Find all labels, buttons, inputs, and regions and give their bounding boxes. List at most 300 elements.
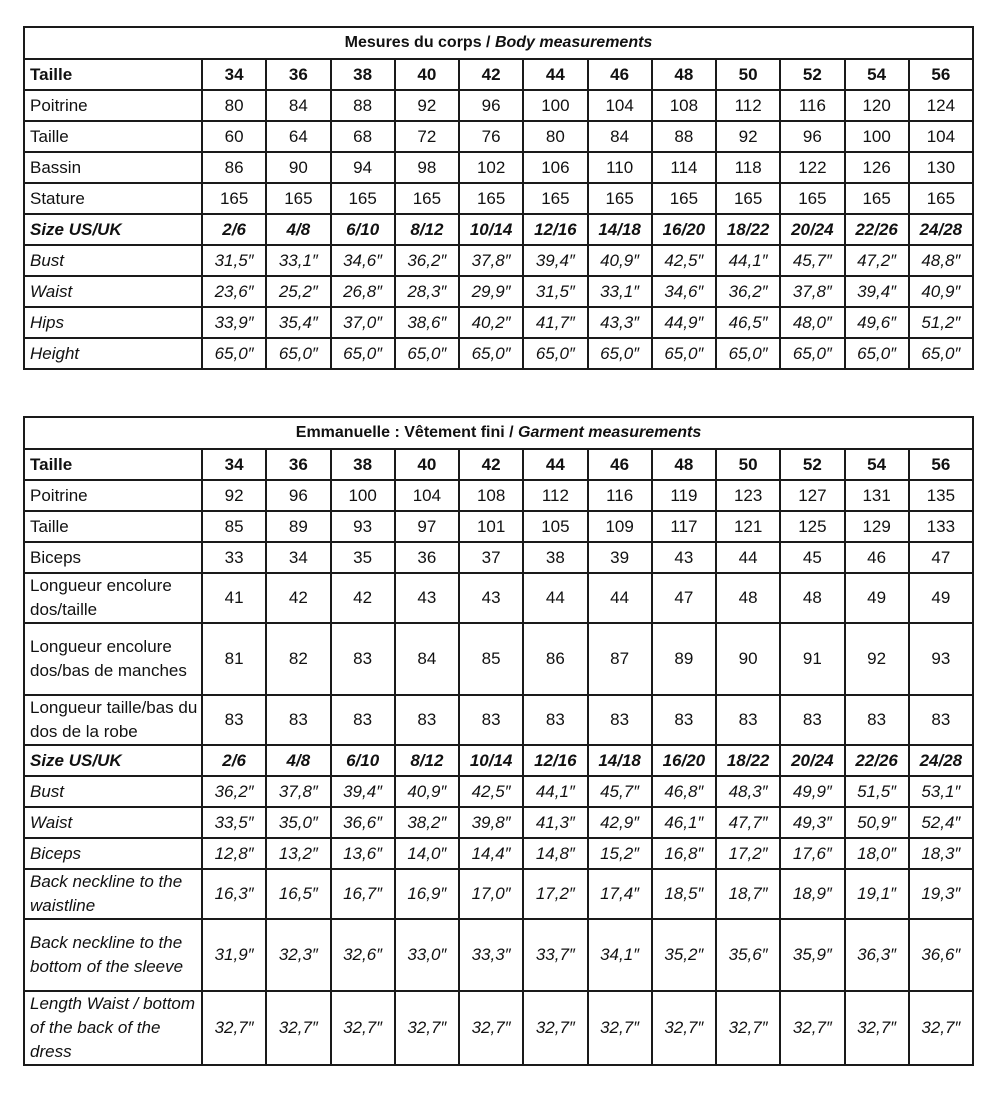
size-header-cell: 18/22: [716, 745, 780, 776]
table-cell: 41,7″: [523, 307, 587, 338]
table-row: [24, 480, 973, 511]
row-label: Poitrine: [24, 480, 202, 511]
table-cell: 34,6″: [652, 276, 716, 307]
size-header-cell: 2/6: [202, 745, 266, 776]
table-cell: 34: [266, 542, 330, 573]
table-cell: 87: [588, 623, 652, 695]
table-cell: 16,3″: [202, 869, 266, 919]
size-header-cell: 6/10: [331, 745, 395, 776]
table-cell: 83: [588, 695, 652, 745]
table-cell: 40,9″: [909, 276, 973, 307]
row-label: Stature: [24, 183, 202, 214]
size-header-cell: 6/10: [331, 214, 395, 245]
table-cell: 65,0″: [266, 338, 330, 369]
row-label: Length Waist / bottom of the back of the dress: [24, 991, 202, 1065]
table-cell: 33,9″: [202, 307, 266, 338]
table-cell: 19,1″: [845, 869, 909, 919]
table-cell: 68: [331, 121, 395, 152]
table-cell: 117: [652, 511, 716, 542]
size-header-cell: 52: [780, 59, 844, 90]
table-cell: 42: [266, 573, 330, 623]
table-cell: 44,9″: [652, 307, 716, 338]
table-cell: 35,4″: [266, 307, 330, 338]
table-cell: 65,0″: [331, 338, 395, 369]
size-header-cell: 42: [459, 59, 523, 90]
table-cell: 25,2″: [266, 276, 330, 307]
table-cell: 104: [395, 480, 459, 511]
table-cell: 84: [395, 623, 459, 695]
table-cell: 83: [845, 695, 909, 745]
size-header-cell: 8/12: [395, 745, 459, 776]
table-cell: 40,9″: [395, 776, 459, 807]
row-label: Waist: [24, 276, 202, 307]
table-row: [24, 511, 973, 542]
table-cell: 49,6″: [845, 307, 909, 338]
table-cell: 42: [331, 573, 395, 623]
table-cell: 91: [780, 623, 844, 695]
table-cell: 32,7″: [652, 991, 716, 1065]
table-cell: 26,8″: [331, 276, 395, 307]
table-cell: 48: [716, 573, 780, 623]
table-cell: 43: [395, 573, 459, 623]
size-header-cell: 36: [266, 449, 330, 480]
table-cell: 85: [459, 623, 523, 695]
table-cell: 32,7″: [909, 991, 973, 1065]
table-cell: 17,6″: [780, 838, 844, 869]
garment-table-body: [24, 449, 973, 1065]
table-cell: 130: [909, 152, 973, 183]
row-label: Bust: [24, 776, 202, 807]
table-cell: 37: [459, 542, 523, 573]
size-header-cell: 46: [588, 449, 652, 480]
size-header-cell: 24/28: [909, 214, 973, 245]
table-cell: 44: [523, 573, 587, 623]
size-header-cell: 36: [266, 59, 330, 90]
table-cell: 92: [845, 623, 909, 695]
size-header-cell: 38: [331, 449, 395, 480]
table-row: [24, 121, 973, 152]
size-header-cell: 44: [523, 59, 587, 90]
table-cell: 36,2″: [395, 245, 459, 276]
table-cell: 83: [523, 695, 587, 745]
table-cell: 90: [716, 623, 780, 695]
size-header-cell: 48: [652, 449, 716, 480]
table-cell: 33: [202, 542, 266, 573]
table-cell: 39,4″: [523, 245, 587, 276]
table-cell: 89: [652, 623, 716, 695]
table-cell: 45: [780, 542, 844, 573]
table-cell: 165: [395, 183, 459, 214]
body-measurements-table: [23, 26, 974, 370]
table-cell: 15,2″: [588, 838, 652, 869]
table-cell: 96: [266, 480, 330, 511]
table-cell: 17,2″: [523, 869, 587, 919]
table-row: [24, 991, 973, 1065]
table-cell: 118: [716, 152, 780, 183]
table-cell: 32,7″: [780, 991, 844, 1065]
garment-measurements-table: [23, 416, 974, 1066]
table-cell: 125: [780, 511, 844, 542]
table-cell: 92: [202, 480, 266, 511]
size-header-cell: 10/14: [459, 214, 523, 245]
table-cell: 112: [523, 480, 587, 511]
size-header-cell: 54: [845, 449, 909, 480]
size-header-cell: 50: [716, 449, 780, 480]
size-header-cell: 34: [202, 59, 266, 90]
row-label: Hips: [24, 307, 202, 338]
table-cell: 38,2″: [395, 807, 459, 838]
size-header-cell: 56: [909, 59, 973, 90]
table-row: [24, 745, 973, 776]
table-cell: 47,7″: [716, 807, 780, 838]
size-header-cell: 20/24: [780, 745, 844, 776]
table-cell: 17,2″: [716, 838, 780, 869]
table-cell: 83: [202, 695, 266, 745]
table-cell: 48,3″: [716, 776, 780, 807]
table-cell: 52,4″: [909, 807, 973, 838]
row-label: Longueur taille/bas du dos de la robe: [24, 695, 202, 745]
row-header-label: Size US/UK: [24, 745, 202, 776]
size-header-cell: 54: [845, 59, 909, 90]
table-cell: 104: [909, 121, 973, 152]
table-cell: 165: [780, 183, 844, 214]
table-row: [24, 59, 973, 90]
table-cell: 39,8″: [459, 807, 523, 838]
table-cell: 48: [780, 573, 844, 623]
table-cell: 93: [909, 623, 973, 695]
table-cell: 116: [780, 90, 844, 121]
table-cell: 165: [716, 183, 780, 214]
table-row: [24, 307, 973, 338]
row-label: Bassin: [24, 152, 202, 183]
table-cell: 32,7″: [331, 991, 395, 1065]
table-row: [24, 869, 973, 919]
table-cell: 41,3″: [523, 807, 587, 838]
table-row: [24, 276, 973, 307]
table-cell: 116: [588, 480, 652, 511]
table-cell: 65,0″: [459, 338, 523, 369]
table-row: [24, 214, 973, 245]
table-cell: 41: [202, 573, 266, 623]
table-cell: 38,6″: [395, 307, 459, 338]
table-cell: 65,0″: [652, 338, 716, 369]
table-cell: 65,0″: [395, 338, 459, 369]
row-header-label: Size US/UK: [24, 214, 202, 245]
table-cell: 100: [331, 480, 395, 511]
table-cell: 135: [909, 480, 973, 511]
table-cell: 60: [202, 121, 266, 152]
row-label: Waist: [24, 807, 202, 838]
table-cell: 48,0″: [780, 307, 844, 338]
size-header-cell: 24/28: [909, 745, 973, 776]
table-cell: 32,7″: [266, 991, 330, 1065]
size-header-cell: 2/6: [202, 214, 266, 245]
table-cell: 65,0″: [716, 338, 780, 369]
table-cell: 36: [395, 542, 459, 573]
size-header-cell: 34: [202, 449, 266, 480]
size-header-cell: 14/18: [588, 214, 652, 245]
table-cell: 49,3″: [780, 807, 844, 838]
table-cell: 121: [716, 511, 780, 542]
table-cell: 100: [523, 90, 587, 121]
table-cell: 104: [588, 90, 652, 121]
table-row: [24, 90, 973, 121]
table-cell: 46,5″: [716, 307, 780, 338]
table-cell: 120: [845, 90, 909, 121]
table-cell: 86: [202, 152, 266, 183]
table-row: [24, 573, 973, 623]
table-cell: 72: [395, 121, 459, 152]
table-cell: 97: [395, 511, 459, 542]
table-cell: 40,9″: [588, 245, 652, 276]
table-cell: 32,7″: [588, 991, 652, 1065]
table-cell: 94: [331, 152, 395, 183]
table-cell: 47,2″: [845, 245, 909, 276]
size-header-cell: 20/24: [780, 214, 844, 245]
table-cell: 33,1″: [266, 245, 330, 276]
table-row: [24, 919, 973, 991]
row-label: Back neckline to the bottom of the sleeve: [24, 919, 202, 991]
table-cell: 81: [202, 623, 266, 695]
table-cell: 86: [523, 623, 587, 695]
table-cell: 84: [266, 90, 330, 121]
table-cell: 16,8″: [652, 838, 716, 869]
table-row: [24, 807, 973, 838]
table-cell: 31,5″: [523, 276, 587, 307]
table-cell: 96: [459, 90, 523, 121]
table-cell: 43: [459, 573, 523, 623]
table-cell: 165: [523, 183, 587, 214]
body-table-title: Mesures du corps / Body measurements: [24, 27, 973, 59]
table-cell: 98: [395, 152, 459, 183]
table-cell: 65,0″: [845, 338, 909, 369]
table-cell: 102: [459, 152, 523, 183]
table-cell: 45,7″: [780, 245, 844, 276]
table-cell: 109: [588, 511, 652, 542]
table-cell: 12,8″: [202, 838, 266, 869]
size-header-cell: 4/8: [266, 214, 330, 245]
size-header-cell: 16/20: [652, 745, 716, 776]
table-cell: 36,2″: [202, 776, 266, 807]
size-header-cell: 12/16: [523, 745, 587, 776]
row-label: Poitrine: [24, 90, 202, 121]
table-cell: 36,6″: [331, 807, 395, 838]
table-cell: 34,1″: [588, 919, 652, 991]
table-cell: 105: [523, 511, 587, 542]
table-cell: 32,7″: [845, 991, 909, 1065]
table-cell: 33,5″: [202, 807, 266, 838]
table-cell: 18,7″: [716, 869, 780, 919]
table-cell: 96: [780, 121, 844, 152]
table-cell: 80: [202, 90, 266, 121]
table-cell: 42,5″: [652, 245, 716, 276]
table-cell: 131: [845, 480, 909, 511]
table-cell: 43,3″: [588, 307, 652, 338]
table-cell: 51,5″: [845, 776, 909, 807]
table-cell: 83: [459, 695, 523, 745]
table-cell: 65,0″: [909, 338, 973, 369]
table-cell: 85: [202, 511, 266, 542]
table-row: [24, 776, 973, 807]
table-cell: 14,8″: [523, 838, 587, 869]
table-cell: 83: [716, 695, 780, 745]
table-cell: 32,6″: [331, 919, 395, 991]
table-cell: 19,3″: [909, 869, 973, 919]
table-cell: 165: [331, 183, 395, 214]
table-cell: 17,4″: [588, 869, 652, 919]
table-cell: 65,0″: [780, 338, 844, 369]
size-header-cell: 14/18: [588, 745, 652, 776]
table-cell: 45,7″: [588, 776, 652, 807]
size-header-cell: 22/26: [845, 745, 909, 776]
table-cell: 37,8″: [266, 776, 330, 807]
table-cell: 83: [780, 695, 844, 745]
table-cell: 36,6″: [909, 919, 973, 991]
size-header-cell: 56: [909, 449, 973, 480]
size-header-cell: 52: [780, 449, 844, 480]
table-cell: 35,6″: [716, 919, 780, 991]
table-cell: 88: [652, 121, 716, 152]
size-header-cell: 16/20: [652, 214, 716, 245]
table-cell: 50,9″: [845, 807, 909, 838]
table-cell: 49: [909, 573, 973, 623]
garment-table-title: Emmanuelle : Vêtement fini / Garment measurements: [24, 417, 973, 449]
table-cell: 93: [331, 511, 395, 542]
table-cell: 39: [588, 542, 652, 573]
row-label: Height: [24, 338, 202, 369]
table-cell: 89: [266, 511, 330, 542]
row-label: Bust: [24, 245, 202, 276]
size-header-cell: 12/16: [523, 214, 587, 245]
table-cell: 37,8″: [459, 245, 523, 276]
table-cell: 44: [716, 542, 780, 573]
table-row: [24, 838, 973, 869]
row-label: Back neckline to the waistline: [24, 869, 202, 919]
table-row: [24, 152, 973, 183]
table-cell: 92: [395, 90, 459, 121]
table-cell: 83: [652, 695, 716, 745]
size-header-cell: 46: [588, 59, 652, 90]
table-cell: 17,0″: [459, 869, 523, 919]
size-header-cell: 22/26: [845, 214, 909, 245]
table-cell: 16,9″: [395, 869, 459, 919]
row-label: Taille: [24, 121, 202, 152]
table-cell: 16,7″: [331, 869, 395, 919]
table-cell: 100: [845, 121, 909, 152]
table-cell: 90: [266, 152, 330, 183]
table-cell: 44,1″: [523, 776, 587, 807]
table-cell: 123: [716, 480, 780, 511]
table-cell: 76: [459, 121, 523, 152]
table-cell: 165: [652, 183, 716, 214]
table-row: [24, 245, 973, 276]
table-cell: 165: [588, 183, 652, 214]
row-label: Taille: [24, 511, 202, 542]
table-cell: 42,5″: [459, 776, 523, 807]
table-cell: 84: [588, 121, 652, 152]
table-cell: 108: [652, 90, 716, 121]
table-cell: 88: [331, 90, 395, 121]
table-cell: 29,9″: [459, 276, 523, 307]
table-cell: 35,0″: [266, 807, 330, 838]
row-label: Biceps: [24, 542, 202, 573]
table-cell: 38: [523, 542, 587, 573]
row-label: Biceps: [24, 838, 202, 869]
table-cell: 47: [652, 573, 716, 623]
table-cell: 18,3″: [909, 838, 973, 869]
size-header-cell: 8/12: [395, 214, 459, 245]
table-cell: 82: [266, 623, 330, 695]
table-row: [24, 542, 973, 573]
table-cell: 126: [845, 152, 909, 183]
table-cell: 33,3″: [459, 919, 523, 991]
table-cell: 31,9″: [202, 919, 266, 991]
table-cell: 28,3″: [395, 276, 459, 307]
table-cell: 165: [845, 183, 909, 214]
table-cell: 65,0″: [202, 338, 266, 369]
table-cell: 13,6″: [331, 838, 395, 869]
table-cell: 44: [588, 573, 652, 623]
table-cell: 39,4″: [331, 776, 395, 807]
size-header-cell: 18/22: [716, 214, 780, 245]
size-header-cell: 44: [523, 449, 587, 480]
table-cell: 13,2″: [266, 838, 330, 869]
table-cell: 32,7″: [395, 991, 459, 1065]
table-cell: 49: [845, 573, 909, 623]
table-cell: 165: [459, 183, 523, 214]
size-header-cell: 48: [652, 59, 716, 90]
table-row: [24, 449, 973, 480]
table-cell: 112: [716, 90, 780, 121]
size-header-cell: 42: [459, 449, 523, 480]
size-header-cell: 38: [331, 59, 395, 90]
table-cell: 122: [780, 152, 844, 183]
row-label: Longueur encolure dos/bas de manches: [24, 623, 202, 695]
row-header-label: Taille: [24, 449, 202, 480]
table-cell: 35: [331, 542, 395, 573]
table-cell: 65,0″: [523, 338, 587, 369]
table-cell: 40,2″: [459, 307, 523, 338]
table-cell: 14,0″: [395, 838, 459, 869]
table-cell: 53,1″: [909, 776, 973, 807]
table-cell: 165: [266, 183, 330, 214]
table-cell: 18,0″: [845, 838, 909, 869]
table-cell: 129: [845, 511, 909, 542]
table-row: [24, 623, 973, 695]
table-cell: 44,1″: [716, 245, 780, 276]
table-cell: 133: [909, 511, 973, 542]
table-cell: 124: [909, 90, 973, 121]
size-header-cell: 50: [716, 59, 780, 90]
table-cell: 165: [909, 183, 973, 214]
table-cell: 36,3″: [845, 919, 909, 991]
table-cell: 33,0″: [395, 919, 459, 991]
table-cell: 80: [523, 121, 587, 152]
table-cell: 83: [331, 695, 395, 745]
table-cell: 31,5″: [202, 245, 266, 276]
table-cell: 114: [652, 152, 716, 183]
table-cell: 83: [266, 695, 330, 745]
table-cell: 33,1″: [588, 276, 652, 307]
table-cell: 43: [652, 542, 716, 573]
size-header-cell: 10/14: [459, 745, 523, 776]
table-cell: 48,8″: [909, 245, 973, 276]
table-cell: 36,2″: [716, 276, 780, 307]
table-cell: 83: [909, 695, 973, 745]
table-cell: 35,9″: [780, 919, 844, 991]
table-cell: 127: [780, 480, 844, 511]
size-header-cell: 40: [395, 59, 459, 90]
